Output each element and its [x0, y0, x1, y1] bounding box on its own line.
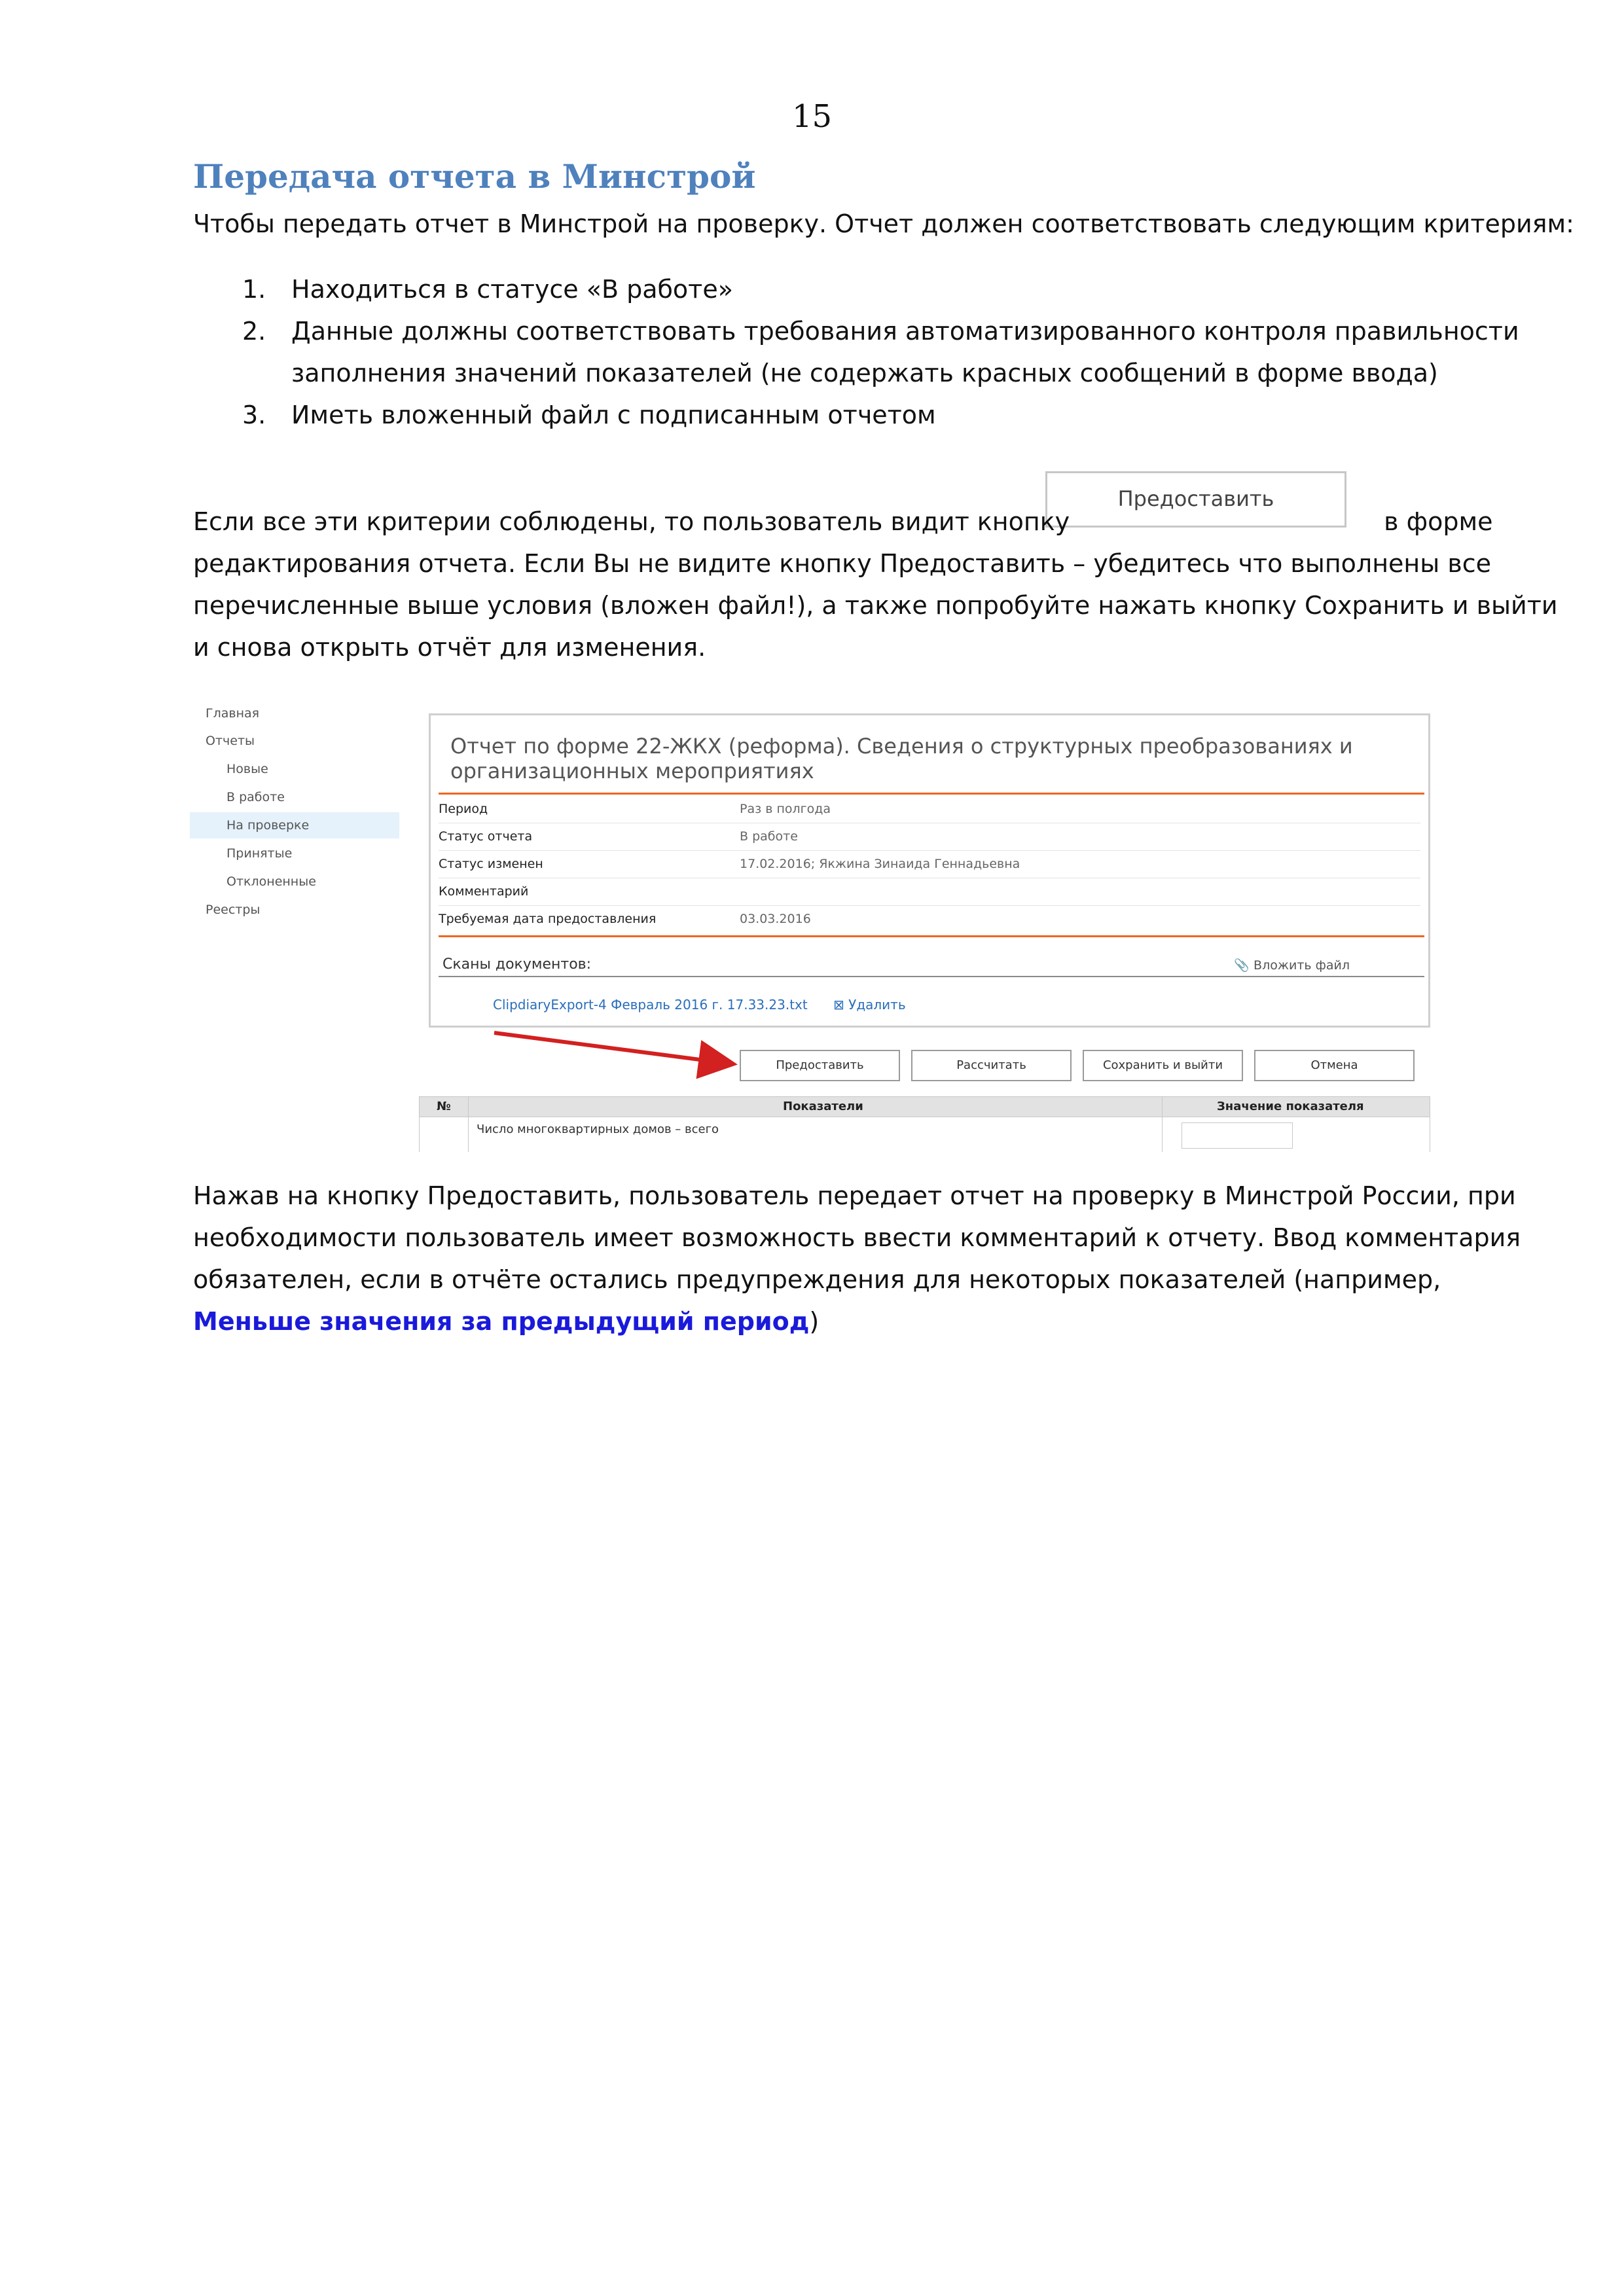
attach-label: Вложить файл	[1254, 958, 1350, 973]
inline-submit-button[interactable]: Предоставить	[1045, 471, 1346, 528]
column-header-value: Значение показателя	[1217, 1100, 1364, 1113]
paperclip-icon: 📎	[1234, 958, 1250, 973]
save-exit-button[interactable]: Сохранить и выйти	[1083, 1050, 1243, 1081]
field-label: Статус отчета	[439, 829, 533, 844]
indicators-table	[419, 1096, 1430, 1152]
sidebar-item-home[interactable]: Главная	[206, 706, 260, 721]
paragraph-text: Если все эти критерии соблюдены, то пользователь видит кнопку	[193, 507, 1070, 536]
warning-link[interactable]: Меньше значения за предыдущий период	[193, 1307, 810, 1336]
list-text: Иметь вложенный файл с подписанным отчетом	[291, 401, 936, 429]
field-label: Требуемая дата предоставления	[439, 912, 657, 926]
paragraph-text: в форме редактирования отчета. Если Вы не видите кнопку Предоставить – убедитесь что выполнены все перечисленные выше условия (вложен файл!), а также попробуйте нажать кнопку Сохранить и выйти и снова открыть отчёт для изменения.	[193, 507, 1558, 662]
criteria-paragraph	[193, 501, 1568, 668]
table-row: Число многоквартирных домов – всего	[477, 1122, 719, 1136]
sidebar-item-accepted[interactable]: Принятые	[226, 846, 293, 861]
attached-file-link[interactable]: ClipdiaryExport-4 Февраль 2016 г. 17.33.23.txt	[493, 997, 808, 1013]
cancel-button[interactable]: Отмена	[1254, 1050, 1415, 1081]
column-header-num: №	[437, 1100, 451, 1113]
field-label: Комментарий	[439, 884, 529, 899]
list-number: 2.	[242, 317, 266, 346]
red-arrow	[494, 1033, 730, 1064]
column-header-indicators: Показатели	[783, 1100, 863, 1113]
paragraph-text: )	[809, 1307, 820, 1336]
list-number: 1.	[242, 275, 266, 304]
list-text: Данные должны соответствовать требования автоматизированного контроля правильности заполнения значений показателей (не содержать красных сообщений в форме ввода)	[291, 317, 1519, 387]
sidebar-item-in-work[interactable]: В работе	[226, 790, 285, 804]
field-label: Статус изменен	[439, 857, 543, 871]
calculate-button[interactable]: Рассчитать	[911, 1050, 1072, 1081]
list-item	[193, 268, 1542, 310]
list-item	[193, 310, 1542, 394]
arrow-overlay	[190, 700, 1434, 1152]
paragraph-text: Нажав на кнопку Предоставить, пользователь передает отчет на проверку в Минстрой России, при необходимости пользователь имеет возможность ввести комментарий к отчету. Ввод комментария обязателен, если в отчёте остались предупреждения для некоторых показателей (например,	[193, 1181, 1521, 1294]
table-border	[419, 1096, 420, 1152]
sidebar-item-new[interactable]: Новые	[226, 762, 268, 776]
submit-button[interactable]: Предоставить	[740, 1050, 900, 1081]
table-border	[468, 1096, 469, 1152]
field-value: Раз в полгода	[740, 802, 831, 816]
intro-paragraph: Чтобы передать отчет в Минстрой на проверку. Отчет должен соответствовать следующим критериям:	[193, 209, 1574, 238]
sidebar-item-registries[interactable]: Реестры	[206, 903, 261, 917]
list-item	[193, 394, 1542, 436]
sidebar-item-on-review[interactable]: На проверке	[190, 812, 399, 838]
report-title: Отчет по форме 22-ЖКХ (реформа). Сведения о структурных преобразованиях и организационных мероприятиях	[450, 734, 1353, 783]
field-label: Период	[439, 802, 488, 816]
scans-label: Сканы документов:	[442, 956, 592, 973]
list-number: 3.	[242, 401, 266, 429]
sidebar-item-reports[interactable]: Отчеты	[206, 734, 255, 748]
embedded-screenshot	[190, 700, 1434, 1152]
criteria-list	[193, 268, 1542, 436]
delete-label: Удалить	[848, 997, 906, 1013]
page-number: 15	[791, 98, 833, 135]
table-border	[1162, 1096, 1163, 1152]
list-text: Находиться в статусе «В работе»	[291, 275, 733, 304]
field-value: 03.03.2016	[740, 912, 811, 926]
delete-icon: ⊠	[833, 997, 844, 1013]
table-header	[419, 1096, 1430, 1117]
section-heading: Передача отчета в Минстрой	[193, 157, 756, 196]
sidebar-item-rejected[interactable]: Отклоненные	[226, 874, 316, 889]
value-input[interactable]	[1182, 1122, 1293, 1149]
field-value: В работе	[740, 829, 798, 844]
field-value: 17.02.2016; Якжина Зинаида Геннадьевна	[740, 857, 1020, 871]
after-paragraph	[193, 1175, 1542, 1342]
